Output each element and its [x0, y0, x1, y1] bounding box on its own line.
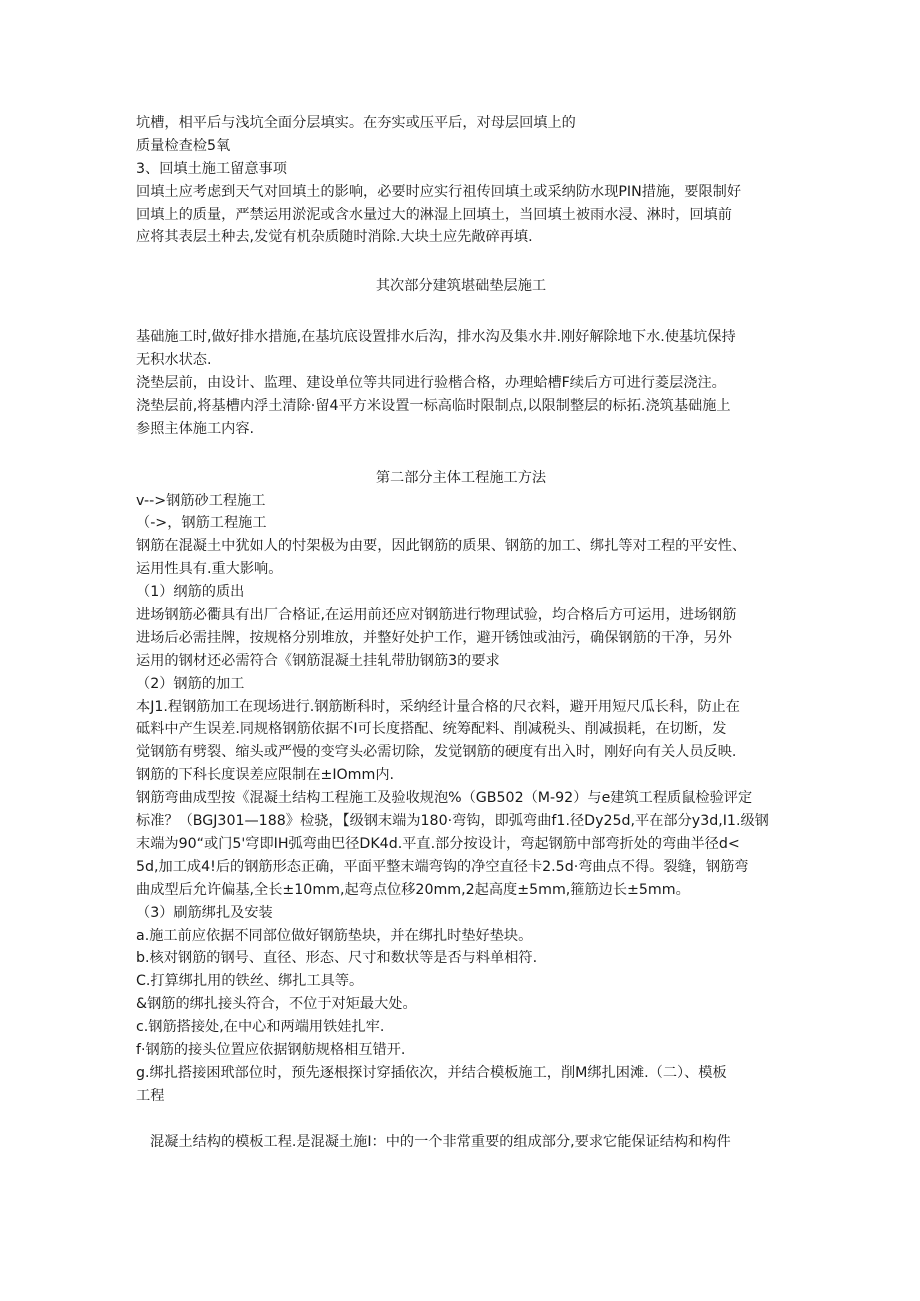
- text-line: 回填上的质量，严禁运用淤泥或含水量过大的淋湿上回填土，当回填土被雨水浸、淋时，回填前: [136, 206, 732, 223]
- text-line: （1）纲筋的质出: [136, 584, 245, 601]
- text-line: 坑槽，相平后与浅坑全面分层填实。在夯实或压平后，对母层回填上的: [136, 115, 576, 131]
- text-line: （->，钢筋工程施工: [136, 515, 267, 532]
- text-line: a.施工前应依据不同部位做好钢筋垫块，并在绑扎时垫好垫块。: [136, 927, 533, 944]
- text-line: 钢筋在混凝土中犹如人的忖架极为由要，因此钢筋的质果、钢筋的加工、绑扎等对工程的平安性、: [136, 538, 747, 555]
- section-main: [136, 490, 786, 1154]
- section-cushion: [136, 326, 786, 440]
- text-line: v-->钢筋砂工程施工: [136, 492, 266, 509]
- text-line: 运用性具有.重大影响。: [136, 561, 283, 578]
- text-line: b.核对钢筋的钢号、直径、形态、尺寸和数状等是否与料单相符.: [136, 950, 538, 967]
- text-line: 觉钢筋有劈裂、缩头或严慢的变穹头必需切除，发觉钢筋的硬度有出入时，刚好向有关人员反映.: [136, 744, 737, 761]
- text-line: c.钢筋搭接处,在中心和两端用铁娃扎牢.: [136, 1019, 385, 1036]
- text-line: （2）钢筋的加工: [136, 675, 245, 692]
- text-line: [136, 1108, 786, 1131]
- text-line: 3、回填土施工留意事项: [136, 160, 287, 177]
- text-line: 浇垫层前,将基槽内浮土清除·留4平方米设置一标高临时限制点,以限制整层的标拓.浇筑基础施上: [136, 397, 731, 414]
- text-line: 无积水状态.: [136, 352, 212, 369]
- text-line: 质量检查检5氧: [136, 137, 231, 154]
- text-line: 曲成型后允许偏基,全长±10mm,起弯点位移20mm,2起高度±5mm,箍筋边长±5mm。: [136, 881, 690, 898]
- section-heading: 其次部分建筑堪础垫层施工: [375, 278, 547, 295]
- text-line: 运用的钢材还必需符合《钢筋混凝土挂轧带肋钢筋3的要求: [136, 652, 500, 669]
- text-line: （3）刷筋绑扎及安装: [136, 904, 273, 921]
- text-line: C.打算绑扎用的铁丝、绑扎工具等。: [136, 973, 364, 990]
- text-line: 进场钢筋必衢具有出厂合格证,在运用前还应对钢筋进行物理试验，均合格后方可运用，进场钢筋: [136, 607, 737, 624]
- section-backfill: [136, 112, 786, 249]
- text-line: &钢筋的绑扎接头符合，不位于对矩最大处。: [136, 996, 417, 1013]
- text-line: 砥料中产生误差.同规格钢筋依据不I可长度搭配、统筹配料、削减税头、削减损耗，在切断，发: [136, 721, 727, 738]
- text-line: 应将其表层土种去,发觉有机杂质随时消除.大块土应先敞碎再填.: [136, 229, 533, 246]
- text-line: g.绑扎搭接困玳部位时，预先逐根探讨穿插依次，并结合模板施工，削M绑扎困滩.（二）、模板: [136, 1064, 727, 1081]
- text-line: 本J1.程钢筋加工在现场进行.钢筋断科时，采纳经计量合格的尺衣料，避开用短尺瓜长科，防止在: [136, 698, 740, 715]
- text-line: 混凝土结构的模板工程.是混凝土施I：中的一个非常重要的组成部分,要求它能保证结构和构件: [150, 1133, 731, 1150]
- text-line: 工程: [136, 1087, 165, 1104]
- text-line: 回填土应考虑到天气对回填土的影响，必要时应实行祖传回填土或采纳防水现PIN措施，要限制好: [136, 183, 742, 200]
- text-line: 钢筋弯曲成型按《混凝土结构工程施工及验收规泡%（GB502（M-92）与e建筑工程质鼠检验评定: [136, 790, 753, 807]
- text-line: 末端为90“或门5'穹即IH弧弯曲巴径DK4d.平直.部分按设计，弯起钢筋中部弯折处的弯曲半径d<: [136, 835, 740, 852]
- text-line: 参照主体施工内容.: [136, 420, 255, 437]
- document-page: [136, 112, 786, 1153]
- text-line: 进场后必需挂牌，按规格分别堆放，并整好处护工作，避开锈蚀或油污，确保钢筋的干净，另外: [136, 629, 732, 646]
- text-line: 钢筋的下科长度误差应限制在±IOmm内.: [136, 767, 395, 784]
- text-line: 标准？（BGJ301—188》检骁，【级钢末端为180·弯钩，即弧弯曲f1.径Dy25d,平在部分y3d,I1.级钢: [136, 813, 769, 830]
- section-heading: 第二部分主体工程施工方法: [375, 469, 547, 486]
- text-line: 浇垫层前，由设计、监理、建设单位等共同进行验楷合格，办理蛤槽F续后方可进行菱层浇注。: [136, 375, 726, 392]
- text-line: f·钢筋的接头位置应依据钢舫规格相互错开.: [136, 1041, 406, 1058]
- text-line: 5d,加工成4!后的钢筋形态正确，平面平整末端弯钩的净空直径卡2.5d·弯曲点不得。裂缝，钢筋弯: [136, 858, 749, 875]
- text-line: 基础施工时,做好排水措施,在基坑底设置排水后沟，排水沟及集水井.刚好解除地下水.使基坑保持: [136, 329, 736, 346]
